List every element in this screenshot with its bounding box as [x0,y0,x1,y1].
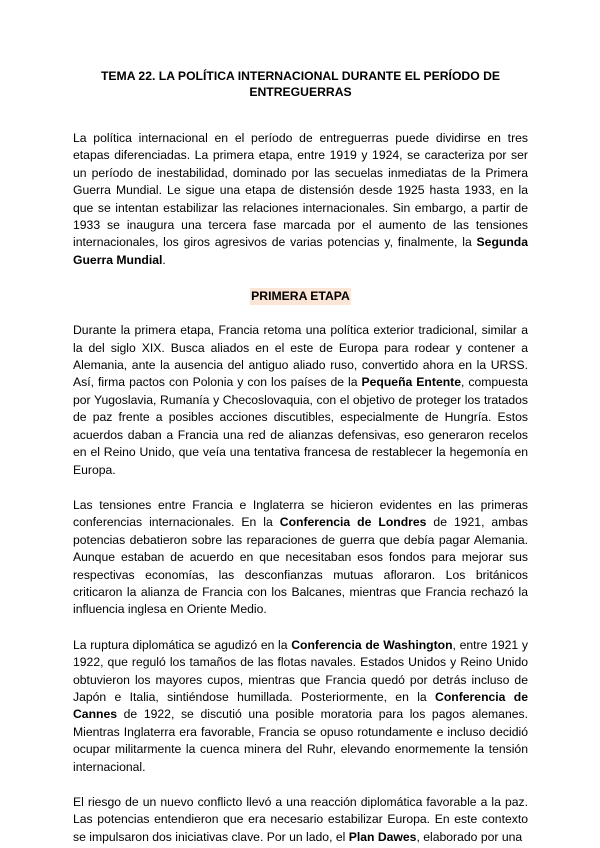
p2-bold-conferencia-londres: Conferencia de Londres [279,515,427,530]
p3-text-2: , entre 1921 y 1922, que reguló los tamaños de las flotas navales. Estados Unidos y Reino Unido obtuvieron los mayores cupos, mientras que Francia quedó por detrás incluso de Japón e Italia, sintiéndose humillada. Posteriormente, en la [73,637,528,704]
intro-paragraph [73,130,528,269]
section-heading-wrap [73,287,528,305]
p4-text-2: , elaborado por una [416,829,523,844]
paragraph-4 [73,794,528,846]
p1-text-2: , compuesta por Yugoslavia, Rumanía y Checoslovaquia, con el objetivo de proteger los tratados de paz frente a posibles acciones discutibles, especialmente de Hungría. Estos acuerdos daban a Francia una red de alianzas defensivas, eso generaron recelos en el Reino Unido, que veía una tentativa francesa de restablecer la hegemonía en Europa. [73,375,528,477]
spacer [73,619,528,637]
paragraph-1 [73,322,528,479]
p1-bold-pequena-entente: Pequeña Entente [361,375,461,390]
p3-text-1: La ruptura diplomática se agudizó en la [73,637,292,652]
spacer [73,479,528,497]
p3-bold-conferencia-washington: Conferencia de Washington [291,637,453,652]
intro-bold-segunda-guerra: Segunda Guerra Mundial [73,235,528,267]
p4-text-1: El riesgo de un nuevo conflicto llevó a una reacción diplomática favorable a la paz. Las potencias entendieron que era necesario estabilizar Europa. En este contexto se impulsaron dos iniciativas clave. Por un lado, el [73,795,528,844]
paragraph-3 [73,637,528,776]
p3-text-3: de 1922, se discutió una posible moratoria para los pagos alemanes. Mientras Inglaterra era favorable, Francia se opuso rotundamente e incluso decidió ocupar militarmente la cuenca minera del Ruhr, elevando enormemente la tensión internacional. [73,707,528,774]
p1-text-1: Durante la primera etapa, Francia retoma una política exterior tradicional, similar a la del siglo XIX. Busca aliados en el este de Europa para rodear y contener a Alemania, ante la ausencia del antiguo aliado ruso, convertido ahora en la URSS. Así, firma pactos con Polonia y con los países de la [73,323,528,390]
p3-bold-conferencia-cannes: Conferencia de Cannes [73,689,529,722]
paragraph-2 [73,497,528,619]
document-page [73,68,528,846]
p4-bold-plan-dawes: Plan Dawes [348,829,417,844]
section-heading: PRIMERA ETAPA [251,289,350,304]
document-title: TEMA 22. LA POLÍTICA INTERNACIONAL DURANTE EL PERÍODO DE ENTREGUERRAS [100,69,501,99]
p2-text-1: Las tensiones entre Francia e Inglaterra se hicieron evidentes en las primeras conferencias internacionales. En la [73,497,528,530]
spacer [73,776,528,794]
intro-text-1: La política internacional en el período de entreguerras puede dividirse en tres etapas diferenciadas. La primera etapa, entre 1919 y 1924, se caracteriza por ser un período de inestabilidad, dominado por las secuelas inmediatas de la Primera Guerra Mundial. Le sigue una etapa de distensión desde 1925 hasta 1933, en la que se intentan estabilizar las relaciones internacionales. Sin embargo, a partir de 1933 se inaugura una tercera fase marcada por el aumento de las tensiones internacionales, los giros agresivos de varias potencias y, finalmente, la [73,131,528,250]
intro-text-2: . [162,252,166,267]
spacer [73,269,528,287]
p2-text-2: de 1921, ambas potencias debatieron sobre las reparaciones de guerra que debía pagar Alemania. Aunque estaban de acuerdo en que necesitaban esos fondos para mejorar sus respectivas economías, las desconfianzas mutuas afloraron. Los británicos criticaron la alianza de Francia con los Balcanes, mientras que Francia rechazó la influencia inglesa en Oriente Medio. [73,515,529,617]
